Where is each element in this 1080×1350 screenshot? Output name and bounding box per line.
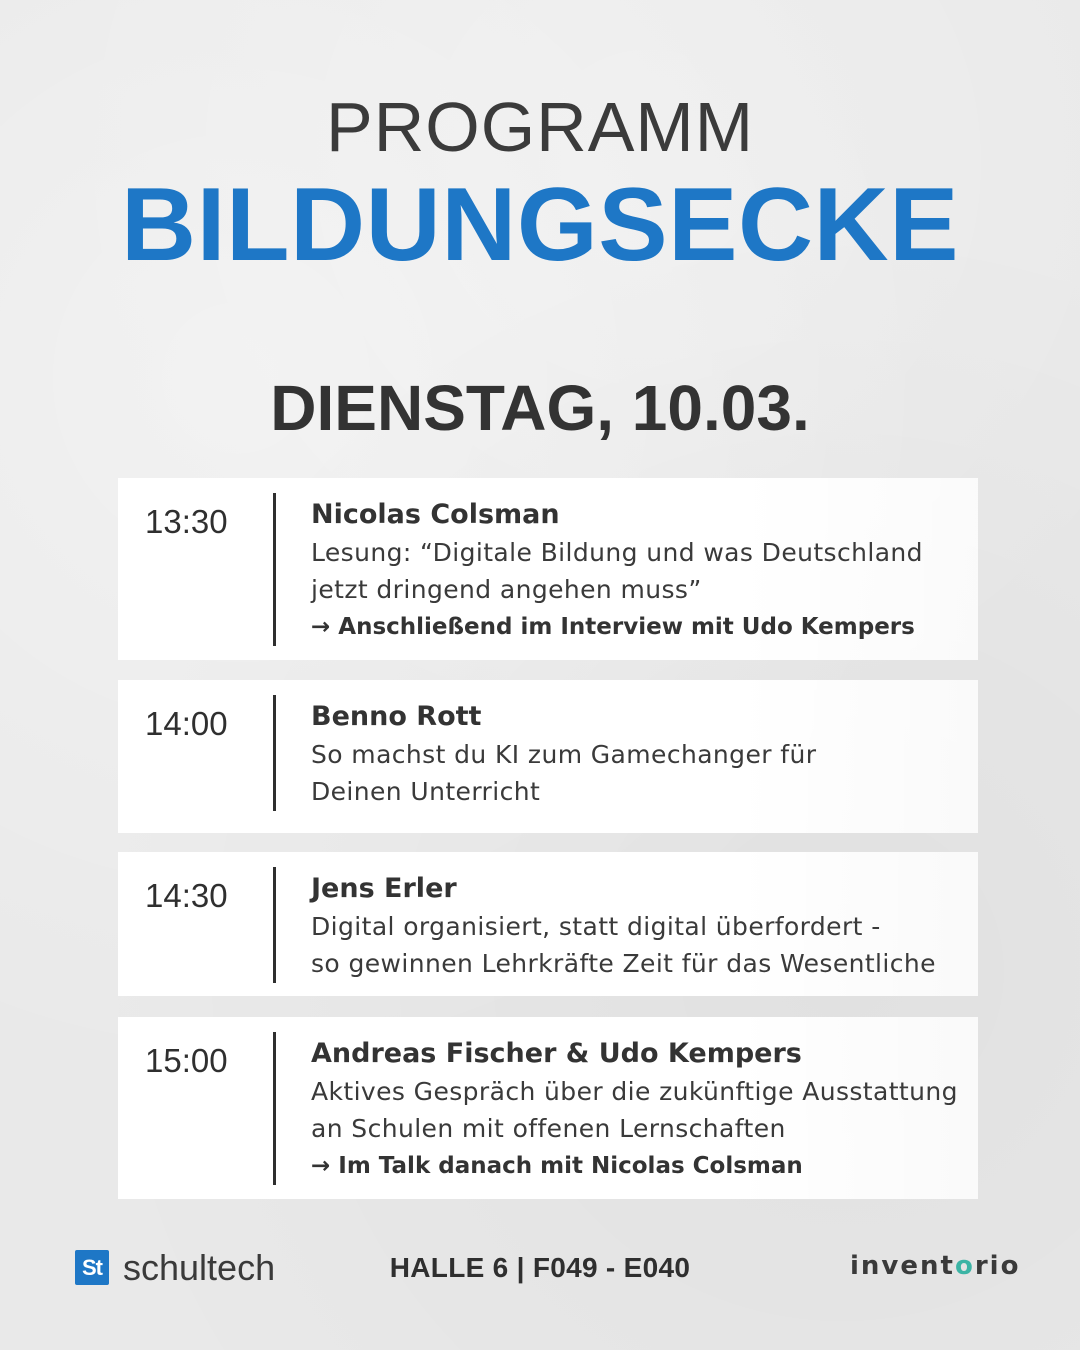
session-description-line: Lesung: “Digitale Bildung und was Deutschland — [311, 537, 923, 567]
session-details — [311, 493, 978, 646]
session-details — [311, 1032, 978, 1185]
session-note: → Anschließend im Interview mit Udo Kempers — [311, 613, 915, 640]
event-date: DIENSTAG, 10.03. — [270, 372, 810, 444]
session-details — [311, 867, 978, 983]
session-time: 13:30 — [145, 503, 228, 540]
session-row — [118, 867, 978, 983]
session-description-line: Deinen Unterricht — [311, 777, 541, 806]
session-time: 14:00 — [145, 705, 228, 742]
session-card — [118, 852, 978, 996]
schultech-logo-text: schultech — [123, 1247, 276, 1288]
inventorio-logo-text-start: invent — [850, 1251, 955, 1281]
session-note: → Im Talk danach mit Nicolas Colsman — [311, 1152, 803, 1179]
session-row — [118, 493, 978, 646]
session-row — [118, 695, 978, 811]
inventorio-logo-text-accent: o — [954, 1251, 975, 1281]
session-description-line: So machst du KI zum Gamechanger für — [311, 739, 817, 769]
session-divider — [273, 1032, 276, 1185]
session-details — [311, 695, 978, 811]
session-speaker: Nicolas Colsman — [311, 499, 560, 530]
session-card — [118, 1017, 978, 1199]
program-overline: PROGRAMM — [326, 88, 754, 166]
program-title: BILDUNGSECKE — [120, 167, 960, 283]
hall-location: HALLE 6 | F049 - E040 — [389, 1252, 691, 1283]
session-card — [118, 680, 978, 833]
session-speaker: Benno Rott — [311, 701, 482, 732]
schultech-logo-icon: St — [75, 1250, 109, 1285]
session-speaker: Andreas Fischer & Udo Kempers — [311, 1038, 802, 1069]
session-divider — [273, 867, 276, 983]
session-time: 15:00 — [145, 1042, 228, 1079]
session-description-line: Digital organisiert, statt digital überfordert - — [311, 911, 881, 941]
session-row — [118, 1032, 978, 1185]
session-divider — [273, 493, 276, 646]
inventorio-logo-text-end: rio — [974, 1251, 1021, 1281]
session-description-line: an Schulen mit offenen Lernschaften — [311, 1114, 786, 1143]
session-description-line: so gewinnen Lehrkräfte Zeit für das Wesentliche — [311, 949, 936, 978]
session-card — [118, 478, 978, 660]
inventorio-logo — [850, 1253, 1020, 1279]
session-speaker: Jens Erler — [311, 873, 457, 904]
session-description-line: jetzt dringend angehen muss” — [311, 575, 702, 604]
session-time: 14:30 — [145, 877, 228, 914]
session-description-line: Aktives Gespräch über die zukünftige Ausstattung — [311, 1076, 958, 1106]
session-divider — [273, 695, 276, 811]
